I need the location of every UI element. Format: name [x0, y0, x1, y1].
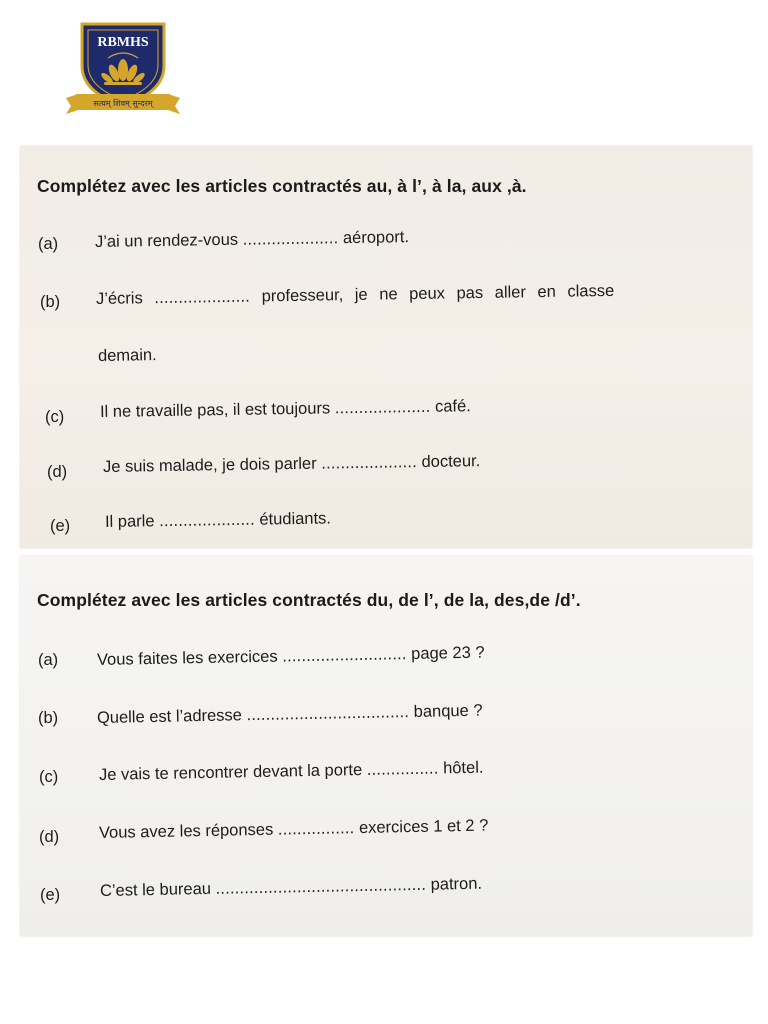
answer-blank: ....................: [242, 229, 339, 249]
item-text: Vous avez les réponses: [98, 820, 274, 842]
exercise-2-panel: [20, 556, 752, 936]
item-text: J’ai un rendez-vous: [94, 230, 239, 251]
item-text: page 23 ?: [411, 643, 485, 663]
exercise-1-item-d: [103, 452, 481, 477]
logo-motto: सत्यम् शिवम् सुन्दरम्: [93, 99, 153, 108]
answer-blank: ....................: [158, 510, 255, 531]
answer-blank: ....................: [321, 453, 418, 473]
exercise-1-heading: Complétez avec les articles contractés au, à l’, à la, aux ,à.: [37, 176, 527, 196]
exercise-1-item-c: [100, 397, 471, 422]
item-text: Il ne travaille pas, il est toujours: [99, 399, 331, 421]
exercise-1-panel: [20, 146, 752, 548]
item-label: (a): [38, 235, 59, 253]
item-text: hôtel.: [442, 758, 484, 778]
item-text: Il parle: [104, 512, 155, 531]
item-text: exercices 1 et 2 ?: [358, 816, 489, 838]
exercise-1-item-a: [95, 228, 409, 252]
exercise-1-item-b-continuation: demain.: [97, 346, 157, 365]
exercise-1-item-b: [96, 282, 614, 309]
answer-blank: ...............: [366, 759, 439, 779]
item-text: Quelle est l’adresse: [96, 706, 243, 727]
item-text: C’est le bureau: [99, 879, 212, 900]
school-logo: [64, 18, 182, 114]
exercise-2-heading: Complétez avec les articles contractés du, de l’, de la, des,de /d’.: [37, 590, 581, 610]
exercise-2-item-a: [97, 644, 485, 670]
item-text: aéroport.: [342, 228, 410, 248]
item-text: docteur.: [421, 452, 481, 471]
answer-blank: ....................: [154, 287, 251, 308]
item-label: (a): [38, 651, 59, 669]
exercise-2-item-d: [99, 817, 489, 843]
item-label: (c): [45, 408, 65, 426]
logo-text: RBMHS: [97, 35, 149, 50]
answer-blank: ............................................: [215, 875, 427, 898]
answer-blank: ....................: [334, 397, 431, 418]
item-label: (c): [39, 768, 59, 786]
item-label: (e): [50, 517, 71, 535]
exercise-1-item-e: [105, 509, 331, 532]
item-label: (e): [40, 886, 61, 904]
item-label: (b): [38, 709, 59, 727]
item-text: étudiants.: [259, 509, 332, 529]
item-label: (d): [39, 828, 60, 846]
answer-blank: ..................................: [246, 703, 410, 725]
item-text: café.: [434, 397, 471, 416]
exercise-2-item-c: [99, 759, 484, 785]
item-text: professeur, je ne peux pas aller en classe: [261, 281, 615, 306]
item-text: Vous faites les exercices: [96, 647, 278, 669]
item-text: Je vais te rencontrer devant la porte: [98, 760, 363, 784]
answer-blank: ..........................: [282, 645, 407, 666]
item-label: (b): [40, 293, 61, 311]
item-text: banque ?: [413, 701, 483, 721]
answer-blank: ................: [277, 819, 355, 839]
exercise-2-item-b: [97, 702, 483, 728]
item-text: Je suis malade, je dois parler: [102, 454, 317, 476]
item-label: (d): [47, 463, 68, 481]
exercise-2-item-e: [100, 875, 482, 901]
item-text: patron.: [430, 874, 483, 894]
item-text: J’écris: [95, 289, 143, 308]
